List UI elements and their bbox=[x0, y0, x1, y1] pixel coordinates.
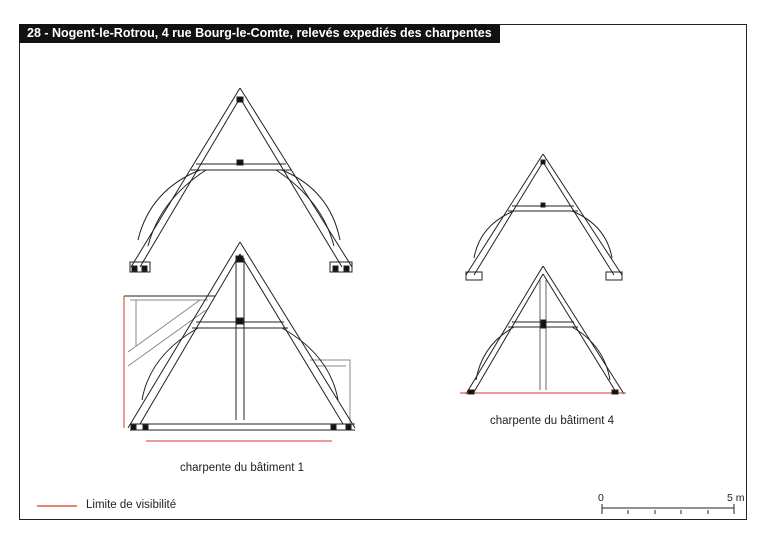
truss-building-4-upper bbox=[466, 154, 622, 280]
scale-bar bbox=[602, 504, 734, 514]
legend-label: Limite de visibilité bbox=[86, 499, 177, 511]
caption-building-4: charpente du bâtiment 4 bbox=[490, 415, 615, 427]
truss-building-4-lower bbox=[460, 266, 626, 394]
sheet-title: 28 - Nogent-le-Rotrou, 4 rue Bourg-le-Comte, relevés expediés des charpentes bbox=[19, 24, 500, 43]
truss-building-1-lower bbox=[124, 242, 355, 441]
caption-building-1: charpente du bâtiment 1 bbox=[180, 462, 305, 474]
scale-start-label: 0 bbox=[598, 492, 604, 504]
scale-end-label: 5 m bbox=[727, 492, 745, 504]
